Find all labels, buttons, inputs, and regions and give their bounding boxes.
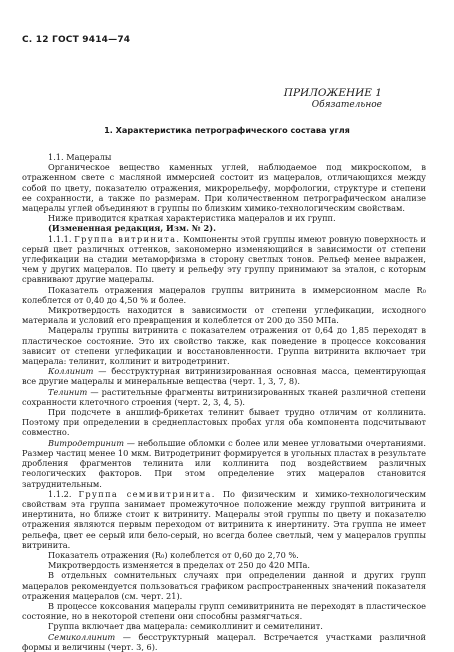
document-body <box>22 152 426 652</box>
clause-number: 1.1.2. <box>48 488 72 499</box>
appendix-block <box>284 87 382 111</box>
paragraph: Ниже приводится краткая характеристика мацералов и их групп. <box>48 213 336 224</box>
subsection-heading: 1.1. Мацералы <box>48 152 112 162</box>
paragraph: Показатель отражения (R₀) колеблется от 0,60 до 2,70 %. <box>48 549 299 560</box>
paragraph-text: — небольшие обломки с более или менее угловатыми очертаниями. Размер частиц менее 10 мкм. Витродетринит формируется в угольных пластах в результате дробления фрагментов телинита или коллинита под воздействием различных геологических факторов. При этом определение этих мацералов становится затруднительным. <box>22 437 426 489</box>
paragraph: В отдельных сомнительных случаях при определении данной и других групп мацералов рекомендуется пользоваться графиком распространенных значений показателя отражения мацералов (см. черт. 21). <box>22 570 426 601</box>
paragraph: В процессе коксования мацералы групп семивитринита не переходят в пластическое состояние, но в некоторой степени они способны размягчаться. <box>22 600 426 622</box>
clause-number: 1.1.1. <box>48 233 72 244</box>
paragraph-text: Компоненты этой группы имеют ровную поверхность и серый цвет различных оттенков, закономерно изменяющийся в зависимости от степени углефикации на стадии метаморфизма в сторону светлых тонов. Рельеф менее выражен, чем у других мацералов. По цвету и рельефу эту группу принимают за эталон, с которым сравнивают другие мацералы. <box>22 233 427 285</box>
paragraph: При подсчете в аншлиф-брикетах телинит бывает трудно отличим от коллинита. Поэтому при определении в среднепластовых пробах угля оба компонента подсчитывают совместно. <box>22 407 426 438</box>
paragraph-text: — бесструктурная витринизированная основная масса, цементирующая все другие мацералы и минеральные вещества (черт. 1, 3, 7, 8). <box>22 366 426 387</box>
paragraph-collinite <box>22 366 426 386</box>
group-name: Группа витринита. <box>74 233 181 244</box>
paragraph: Группа включает два мацерала: семиколлинит и семителинит. <box>48 621 323 632</box>
page-header: С. 12 ГОСТ 9414—74 <box>22 35 131 45</box>
term: Телинит <box>48 386 88 397</box>
term: Коллинит <box>48 366 94 377</box>
appendix-title: ПРИЛОЖЕНИЕ 1 <box>283 87 382 99</box>
group-name: Группа семивитринита. <box>78 488 216 499</box>
paragraph: Микротвердость изменяется в пределах от 250 до 420 МПа. <box>48 560 311 571</box>
term: Семиколлинит <box>48 631 116 642</box>
paragraph-text: — бесструктурный мацерал. Встречается участками различной формы и величины (черт. 3, 6). <box>22 631 426 652</box>
paragraph: Микротвердость находится в зависимости от степени углефикации, исходного материала и условий его превращения и колеблется от 200 до 350 МПа. <box>22 305 426 326</box>
section-title: 1. Характеристика петрографического состава угля <box>104 125 350 135</box>
paragraph: Показатель отражения мацералов группы витринита в иммерсионном масле R₀ колеблется от 0,40 до 4,50 % и более. <box>22 284 426 305</box>
paragraph-text: По физическим и химико-технологическим свойствам эта группа занимает промежуточное положение между группой витринита и инертинита, но ближе стоит к витриниту. Мацералы этой группы по цвету и показателю отражения являются первым переходом от витринита к инертиниту. Эта группа не имеет рельефа, цвет ее серый или бело-серый, но всегда более светлый, чем у мацералов группы витринита. <box>22 488 426 550</box>
appendix-subtitle: Обязательное <box>311 100 382 110</box>
paragraph-text: — растительные фрагменты витринизированных тканей различной степени сохранности клеточного строения (черт. 2, 3, 4, 5). <box>22 386 426 407</box>
amendment-note: (Измененная редакция, Изм. № 2). <box>48 223 216 234</box>
paragraph-vitrodetrinite <box>22 438 426 489</box>
paragraph-semicollinite <box>22 632 426 652</box>
term: Витродетринит <box>48 437 124 448</box>
paragraph: Мацералы группы витринита с показателем отражения от 0,64 до 1,85 переходят в пластическое состояние. Это их свойство также, как поведение в процессе коксования зависит от степени углефикации и восстановленности. Группа витринита включает три мацерала: телинит, коллинит и витродетринит. <box>22 325 426 367</box>
paragraph-telinite <box>22 387 426 407</box>
paragraph-vitrinite-group <box>22 234 426 285</box>
paragraph: Органическое вещество каменных углей, наблюдаемое под микроскопом, в отраженном свете с масляной иммерсией состоит из мацералов, отличающихся между собой по цвету, показателю отражения, микрорельефу, морфологии, структуре и степени ее сохранности, а также по размерам. При количественном петрографическом анализе мацералы углей объединяют в группы по близким химико-технологическим свойствам. <box>22 162 426 214</box>
paragraph-semivitrinite-group <box>22 489 426 550</box>
